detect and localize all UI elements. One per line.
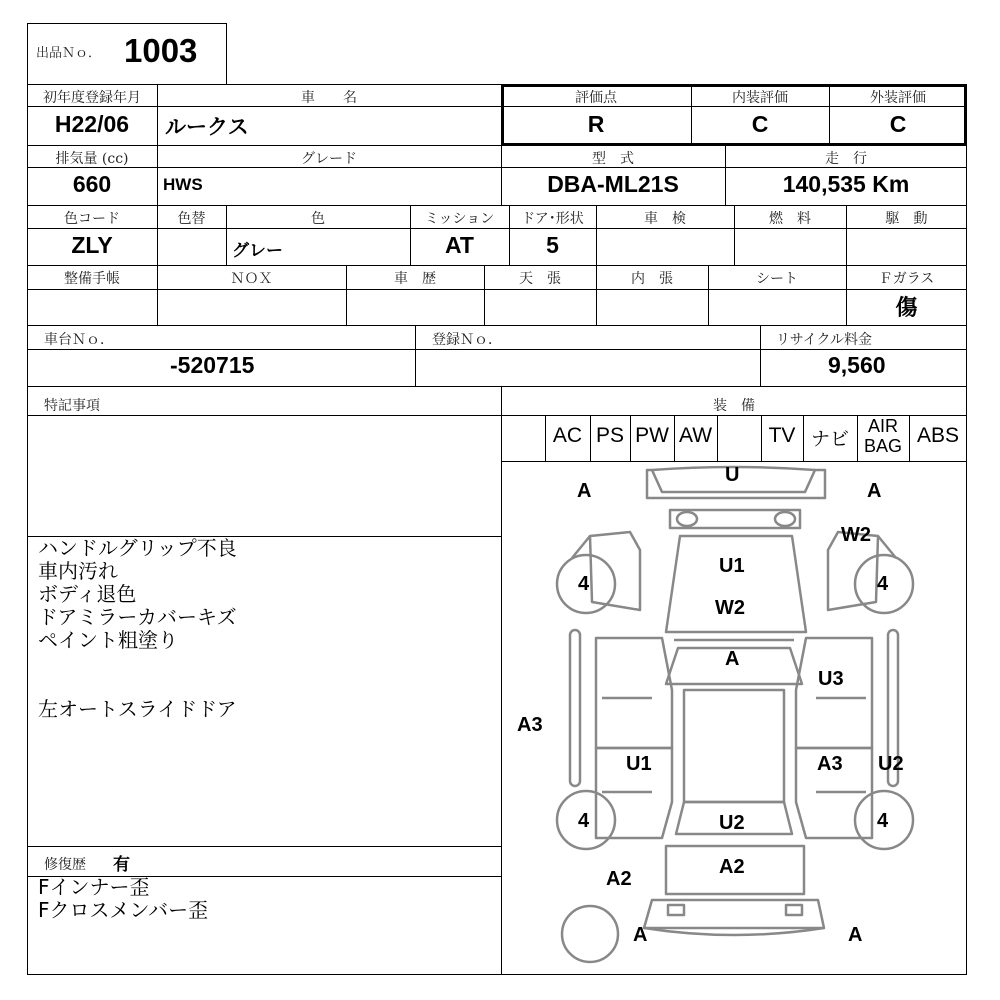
- damage-mark: U2: [878, 753, 904, 775]
- label-door-shape: ドア･形状: [521, 211, 584, 227]
- label-first-registration: 初年度登録年月: [43, 90, 141, 106]
- label-displacement: 排気量 (cc): [55, 151, 129, 167]
- label-mileage: 走 行: [825, 151, 867, 167]
- label-equipment: 装 備: [713, 398, 755, 414]
- label-chassis-number: 車台Ｎｏ．: [44, 332, 114, 348]
- label-vehicle-history: 車 歴: [394, 271, 436, 287]
- lot-number-value: 1003: [124, 32, 198, 69]
- label-maintenance-book: 整備手帳: [64, 271, 120, 287]
- lot-number-label: 出品Ｎｏ．: [36, 46, 102, 61]
- value-color-code: ZLY: [71, 232, 113, 258]
- value-transmission: AT: [445, 232, 474, 258]
- value-door-shape: 5: [546, 232, 559, 258]
- note-line: ペイント粗塗り: [38, 628, 178, 652]
- label-interior-grade: 内装評価: [732, 90, 788, 106]
- damage-mark: 4: [877, 573, 889, 595]
- repair-line: Fインナー歪: [38, 875, 150, 899]
- value-model: DBA-ML21S: [547, 171, 679, 197]
- equipment-airbag: AIR BAG: [863, 416, 902, 456]
- label-nox: ＮＯＸ: [230, 271, 273, 287]
- damage-mark: 4: [578, 573, 590, 595]
- note-line: ボディ退色: [38, 582, 137, 606]
- left-front-door: [596, 638, 672, 748]
- lot-number-box: [27, 23, 227, 84]
- value-displacement: 660: [72, 171, 112, 197]
- damage-mark: A: [848, 924, 863, 946]
- damage-mark: A: [867, 480, 882, 502]
- label-repair-history: 修復歴: [44, 857, 86, 873]
- value-interior-grade: C: [751, 111, 769, 137]
- damage-mark: A2: [606, 868, 632, 890]
- value-car-name: ルークス: [165, 115, 249, 139]
- note-line: [38, 675, 498, 698]
- value-color: グレー: [232, 241, 283, 261]
- label-color-change: 色替: [177, 211, 206, 227]
- value-score: R: [587, 111, 605, 137]
- label-grade: グレード: [301, 151, 357, 167]
- equipment-tv: TV: [768, 424, 796, 447]
- equipment-navi: ナビ: [810, 428, 849, 450]
- note-line: 車内汚れ: [38, 559, 118, 583]
- special-notes-list: [38, 537, 498, 721]
- equipment-abs: ABS: [916, 424, 960, 447]
- roof-shape: [684, 690, 784, 802]
- damage-mark: U1: [626, 753, 652, 775]
- value-grade: HWS: [163, 175, 203, 194]
- damage-mark: A2: [719, 856, 745, 878]
- damage-mark: W2: [841, 524, 871, 546]
- value-repair-history: 有: [113, 855, 130, 875]
- label-exterior-grade: 外装評価: [870, 90, 926, 106]
- value-exterior-grade: C: [889, 111, 907, 137]
- note-line: 左オートスライドドア: [38, 697, 237, 721]
- value-recycle-fee: 9,560: [828, 352, 886, 378]
- label-transmission: ミッション: [424, 211, 495, 227]
- label-front-glass: Ｆガラス: [878, 271, 935, 287]
- equipment-aw: AW: [678, 424, 713, 447]
- label-drive: 駆 動: [885, 211, 928, 227]
- damage-mark: U: [725, 464, 740, 486]
- damage-mark: A3: [517, 714, 543, 736]
- value-first-registration: H22/06: [54, 111, 130, 137]
- repair-line: Fクロスメンバー歪: [38, 898, 209, 922]
- car-damage-diagram: [502, 462, 966, 974]
- label-special-notes: 特記事項: [44, 398, 100, 414]
- label-roof-lining: 天 張: [519, 271, 561, 287]
- damage-mark: U2: [719, 812, 745, 834]
- value-mileage: 140,535 Km: [782, 171, 910, 197]
- repair-details-list: [38, 876, 208, 922]
- damage-mark: A: [725, 648, 740, 670]
- note-line: ドアミラーカバーキズ: [38, 605, 237, 629]
- label-fuel: 燃 料: [769, 211, 811, 227]
- value-front-glass: 傷: [895, 296, 918, 321]
- damage-mark: A: [577, 480, 592, 502]
- damage-mark: W2: [715, 597, 745, 619]
- equipment-ps: PS: [595, 424, 624, 447]
- label-inner-lining: 内 張: [631, 271, 673, 287]
- damage-mark: A3: [817, 753, 843, 775]
- left-front-fender: [590, 532, 640, 610]
- label-seat: シート: [756, 271, 798, 287]
- damage-mark: U1: [719, 555, 745, 577]
- label-car-name: 車 名: [301, 90, 357, 106]
- label-registration-number: 登録Ｎｏ．: [432, 332, 502, 348]
- value-chassis-number: -520715: [170, 352, 255, 378]
- damage-mark: 4: [578, 810, 590, 832]
- right-front-door: [796, 638, 872, 748]
- spare-tire: [562, 906, 618, 962]
- equipment-pw: PW: [635, 424, 669, 447]
- label-score: 評価点: [575, 90, 617, 106]
- note-line: [38, 652, 498, 675]
- label-model: 型 式: [592, 151, 634, 167]
- label-recycle-fee: リサイクル料金: [776, 332, 873, 348]
- label-inspection: 車 検: [644, 211, 686, 227]
- note-line: ハンドルグリップ不良: [38, 536, 237, 560]
- label-color: 色: [311, 211, 325, 227]
- label-color-code: 色コード: [64, 211, 120, 227]
- damage-mark: U3: [818, 668, 844, 690]
- left-sill: [570, 630, 580, 786]
- equipment-ac: AC: [552, 424, 583, 447]
- damage-mark: A: [633, 924, 648, 946]
- damage-mark: 4: [877, 810, 889, 832]
